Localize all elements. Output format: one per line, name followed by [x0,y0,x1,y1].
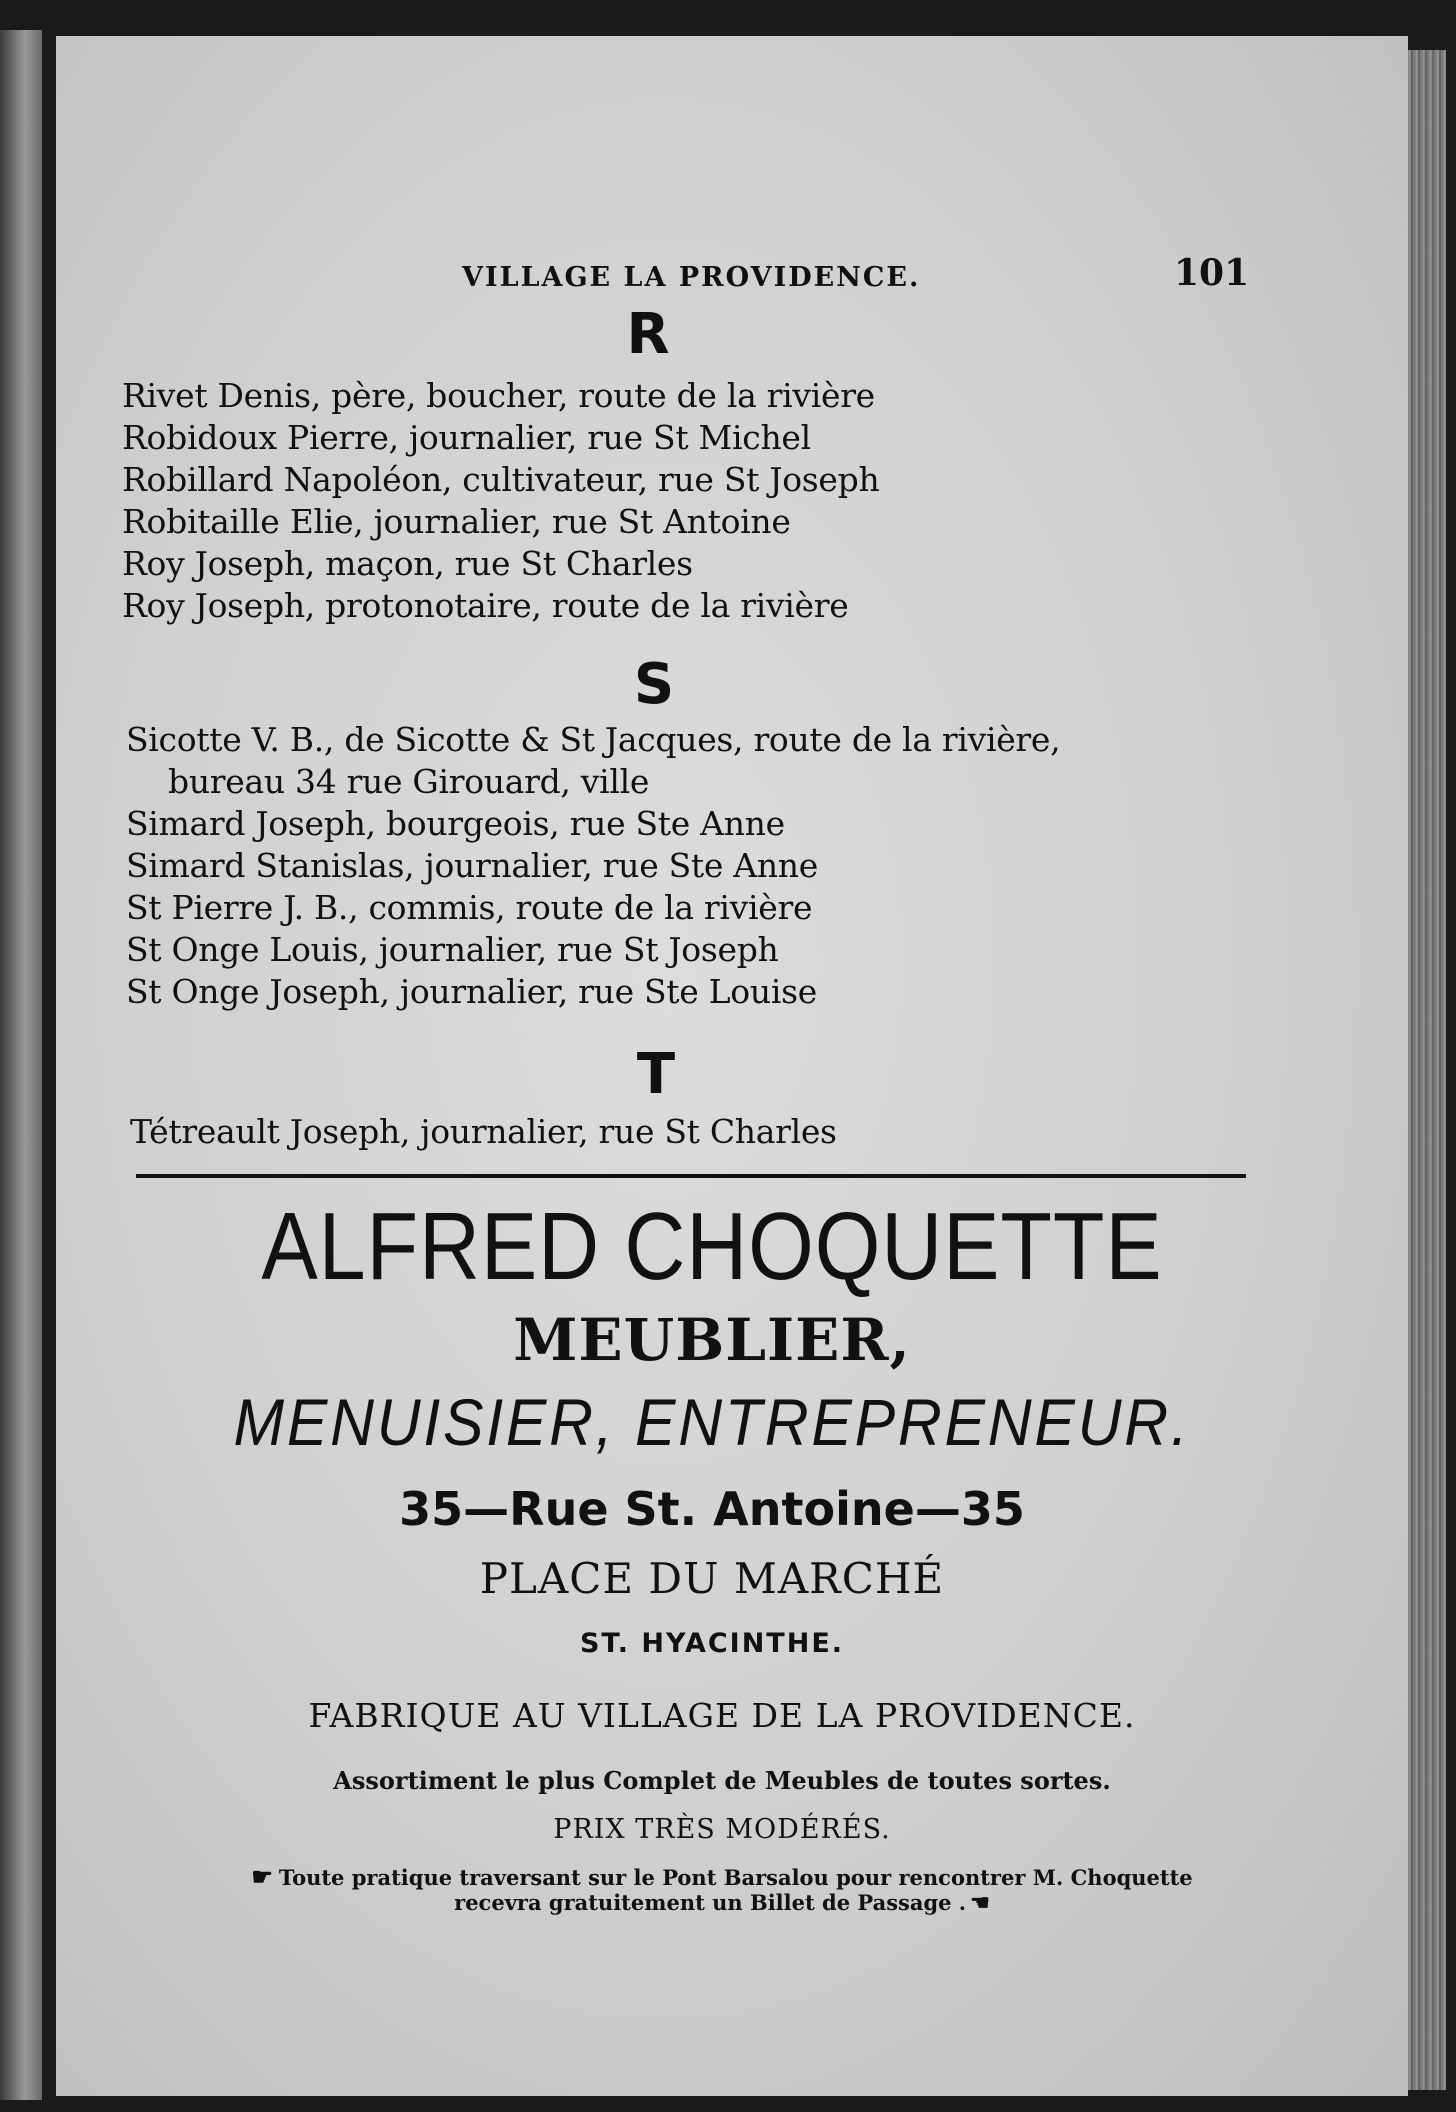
list-item: St Pierre J. B., commis, route de la rivière [126,888,813,927]
ad-factory: FABRIQUE AU VILLAGE DE LA PROVIDENCE. [308,1696,1136,1735]
list-item: St Onge Louis, journalier, rue St Joseph [126,930,779,969]
section-letter-s: S [633,652,675,717]
list-item: bureau 34 rue Girouard, ville [168,762,650,801]
ad-business-name: ALFRED CHOQUETTE [261,1193,1163,1300]
ad-note-text2: recevra gratuitement un Billet de Passage . [454,1890,967,1915]
list-item: Sicotte V. B., de Sicotte & St Jacques, route de la rivière, [126,720,1061,759]
list-item: Robillard Napoléon, cultivateur, rue St Joseph [122,460,880,499]
running-title: VILLAGE LA PROVIDENCE. [462,262,921,293]
list-item: Roy Joseph, protonotaire, route de la rivière [122,586,849,625]
list-item: Rivet Denis, père, boucher, route de la rivière [122,376,875,415]
list-item: Robidoux Pierre, journalier, rue St Michel [122,418,811,457]
ad-city: ST. HYACINTHE. [579,1628,845,1659]
list-item: Simard Joseph, bourgeois, rue Ste Anne [126,804,785,843]
ad-trade-meublier: MEUBLIER, [513,1306,911,1374]
ad-place: PLACE DU MARCHÉ [479,1554,945,1603]
list-item: Roy Joseph, maçon, rue St Charles [122,544,693,583]
page-number: 101 [1174,252,1250,294]
ad-address: 35—Rue St. Antoine—35 [399,1482,1025,1536]
list-item: St Onge Joseph, journalier, rue Ste Louise [126,972,817,1011]
list-item: Tétreault Joseph, journalier, rue St Charles [130,1112,837,1151]
ad-assortment: Assortiment le plus Complet de Meubles de toutes sortes. [333,1766,1111,1795]
pointing-hand-icon: ☛ [251,1862,273,1891]
list-item: Simard Stanislas, journalier, rue Ste Anne [126,846,818,885]
section-letter-t: T [636,1042,676,1107]
directory-page [56,36,1408,2096]
page-header [56,216,1408,294]
printers-mark-icon: ☚ [970,1890,990,1916]
ad-prices: PRIX TRÈS MODÉRÉS. [553,1814,891,1845]
section-divider [136,1174,1246,1178]
list-item: Robitaille Elie, journalier, rue St Antoine [122,502,791,541]
ad-trade-menuisier: MENUISIER, ENTREPRENEUR. [233,1385,1191,1459]
ad-note-line2 [46,1890,1398,1916]
section-letter-r: R [626,302,670,367]
ad-note-line1 [46,1862,1398,1891]
ad-note-text1: Toute pratique traversant sur le Pont Barsalou pour rencontrer M. Choquette [278,1865,1193,1890]
